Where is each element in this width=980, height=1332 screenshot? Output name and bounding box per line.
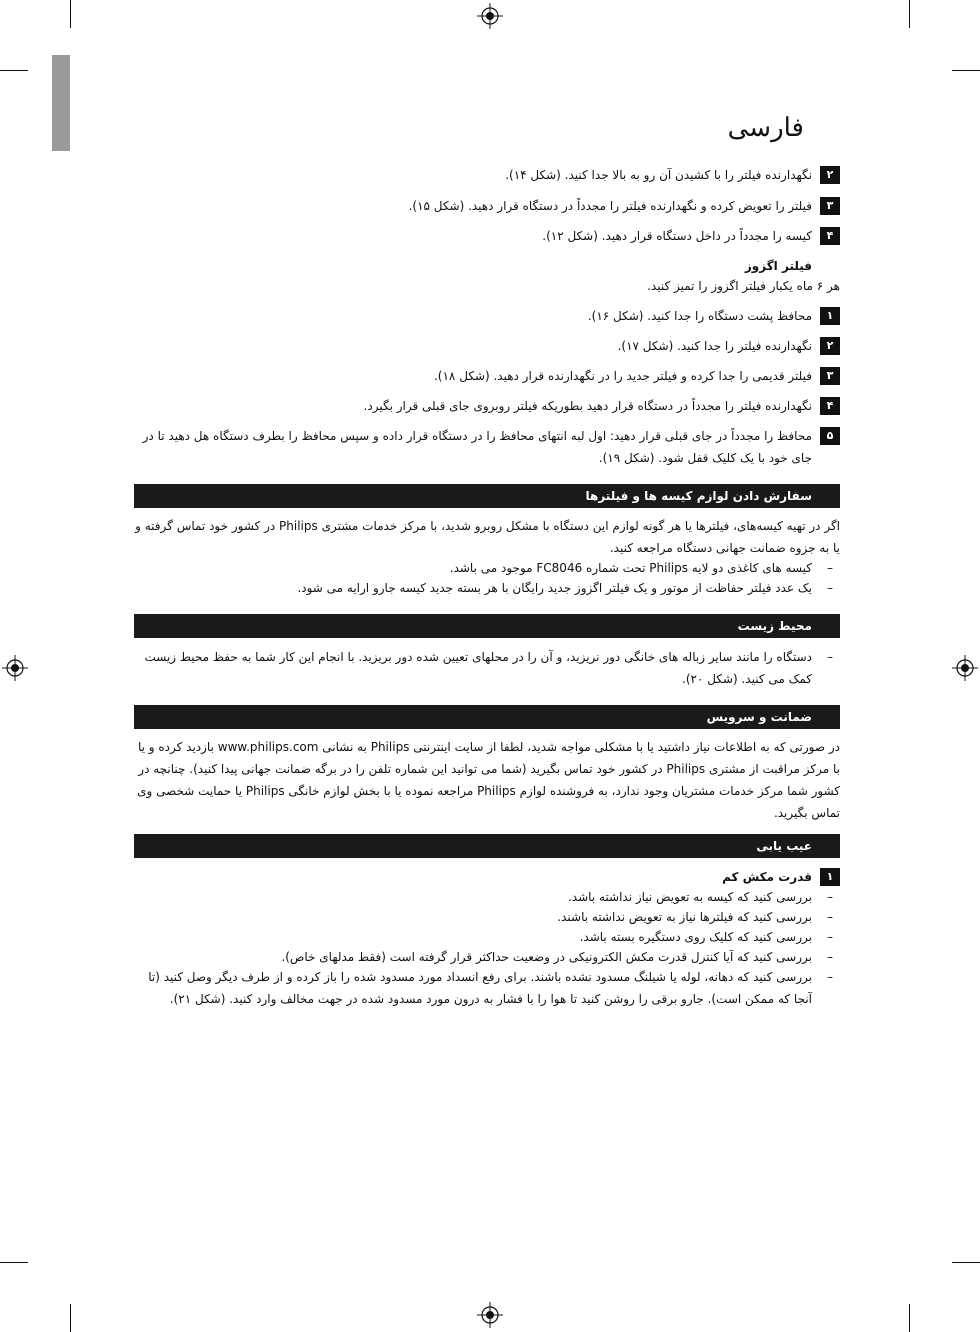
- registration-mark-icon: [952, 655, 978, 681]
- list-item-text: بررسی کنید که دهانه، لوله یا شیلنگ مسدود نشده باشند. برای رفع انسداد مورد مسدود شده را باز کرده و از طرف دیگر وصل کنید (تا آنجا که ممکن است). جارو برقی را روشن کنید تا هوا را با فشار به درون مورد مسدود شده در جهت مخالف وارد کنید. (شکل ۲۱).: [148, 970, 812, 1006]
- step-item: [134, 335, 840, 357]
- list-item: [134, 646, 840, 690]
- step-item: [134, 425, 840, 469]
- step-item: [134, 365, 840, 387]
- section-bar: عیب یابی: [134, 834, 840, 858]
- list-item-text: بررسی کنید که فیلترها نیاز به تعویض نداشته باشند.: [557, 910, 812, 924]
- paragraph: هر ۶ ماه یکبار فیلتر اگزوز را تمیز کنید.: [647, 279, 840, 293]
- step-text: نگهدارنده فیلتر را با کشیدن آن رو به بالا جدا کنید. (شکل ۱۴).: [505, 168, 812, 182]
- crop-mark: [0, 70, 28, 71]
- step-text: نگهدارنده فیلتر را مجدداً در دستگاه قرار دهید بطوریکه فیلتر روبروی جای قبلی قرار بگیرد.: [363, 399, 812, 413]
- step-item: [134, 164, 840, 186]
- dash-bullet: –: [827, 890, 833, 904]
- step-number: ۵: [820, 427, 840, 445]
- list-item-text: یک عدد فیلتر حفاظت از موتور و یک فیلتر اگزوز جدید رایگان با هر بسته جدید کیسه جارو ارایه می شود.: [297, 581, 812, 595]
- step-text: نگهدارنده فیلتر را جدا کنید. (شکل ۱۷).: [617, 339, 812, 353]
- step-number: ۲: [820, 337, 840, 355]
- crop-mark: [70, 1304, 71, 1332]
- step-number: ۴: [820, 227, 840, 245]
- step-item: [134, 195, 840, 217]
- dash-bullet: –: [827, 970, 833, 984]
- crop-mark: [909, 1304, 910, 1332]
- list-item-text: کیسه های کاغذی دو لایه Philips تحت شماره FC8046 موجود می باشد.: [449, 561, 812, 575]
- crop-mark: [952, 70, 980, 71]
- crop-mark: [952, 1262, 980, 1263]
- list-item: [134, 946, 840, 968]
- list-item-text: بررسی کنید که کیسه به تعویض نیاز نداشته باشد.: [567, 890, 812, 904]
- step-item: [134, 225, 840, 247]
- content: [134, 0, 840, 1332]
- paragraph: اگر در تهیه کیسه‌های، فیلترها یا هر گونه لوازم این دستگاه با مشکل روبرو شدید، با مرکز خدمات مشتری Philips در کشور خود تماس گرفته و یا به جزوه ضمانت جهانی دستگاه مراجعه کنید.: [135, 519, 840, 555]
- dash-bullet: –: [827, 930, 833, 944]
- crop-mark: [0, 1262, 28, 1263]
- list-item: [134, 906, 840, 928]
- subheading: فیلتر اگزوز: [744, 259, 812, 273]
- page-title: فارسی: [727, 113, 804, 143]
- list-item: [134, 926, 840, 948]
- step-number: ۳: [820, 197, 840, 215]
- list-item: [134, 577, 840, 599]
- list-item: [134, 966, 840, 1010]
- step-item: [134, 305, 840, 327]
- step-number: ۱: [820, 307, 840, 325]
- section-bar: سفارش دادن لوازم کیسه ها و فیلترها: [134, 484, 840, 508]
- step-text: فیلتر قدیمی را جدا کرده و فیلتر جدید را در نگهدارنده قرار دهید. (شکل ۱۸).: [433, 369, 812, 383]
- dash-bullet: –: [827, 650, 833, 664]
- crop-mark: [70, 0, 71, 28]
- step-text: محافظ را مجدداً در جای قبلی قرار دهید: اول لبه انتهای محافظ را در دستگاه قرار داده و سپس محافظ را بطرف دستگاه هل دهید تا در جای خود با یک کلیک قفل شود. (شکل ۱۹).: [142, 429, 812, 465]
- step-text: کیسه را مجدداً در داخل دستگاه قرار دهید. (شکل ۱۲).: [542, 229, 812, 243]
- step-text: محافظ پشت دستگاه را جدا کنید. (شکل ۱۶).: [587, 309, 812, 323]
- step-number: ۴: [820, 397, 840, 415]
- list-item-text: بررسی کنید که کلیک روی دستگیره بسته باشد.: [579, 930, 812, 944]
- step-item: [134, 395, 840, 417]
- step-number: ۲: [820, 166, 840, 184]
- list-item: [134, 886, 840, 908]
- step-number: ۱: [820, 868, 840, 886]
- dash-bullet: –: [827, 561, 833, 575]
- step-number: ۳: [820, 367, 840, 385]
- dash-bullet: –: [827, 581, 833, 595]
- step-text: قدرت مکش کم: [722, 870, 812, 884]
- dash-bullet: –: [827, 950, 833, 964]
- paragraph: در صورتی که به اطلاعات نیاز داشتید یا با مشکلی مواجه شدید، لطفا از سایت اینترنتی Philips به نشانی www.philips.com بازدید کرده و یا با مرکز مراقبت از مشتری Philips در کشور خود تماس بگیرید (شما می توانید این شماره تلفن را در برگه ضمانت جهانی پیدا کنید). چنانچه در کشور شما مرکز خدمات مشتریان وجود ندارد، به فروشنده لوازم Philips مراجعه نموده یا با بخش لوازم خانگی Philips یا حمایت شخصی وی تماس بگیرید.: [137, 740, 840, 820]
- section-bar: محیط زیست: [134, 614, 840, 638]
- crop-mark: [909, 0, 910, 28]
- section-tab: [52, 55, 70, 151]
- registration-mark-icon: [2, 655, 28, 681]
- list-item-text: بررسی کنید که آیا کنترل قدرت مکش الکترونیکی در وضعیت حداکثر قرار گرفته است (فقط مدلهای خاص).: [281, 950, 812, 964]
- step-item: [134, 866, 840, 888]
- dash-bullet: –: [827, 910, 833, 924]
- step-text: فیلتر را تعویض کرده و نگهدارنده فیلتر را مجدداً در دستگاه قرار دهید. (شکل ۱۵).: [408, 199, 812, 213]
- list-item-text: دستگاه را مانند سایر زباله های خانگی دور نریزید، و آن را در محلهای تعیین شده دور بریزید. با انجام این کار شما به حفظ محیط زیست کمک می کنید. (شکل ۲۰).: [144, 650, 812, 686]
- section-bar: ضمانت و سرویس: [134, 705, 840, 729]
- list-item: [134, 557, 840, 579]
